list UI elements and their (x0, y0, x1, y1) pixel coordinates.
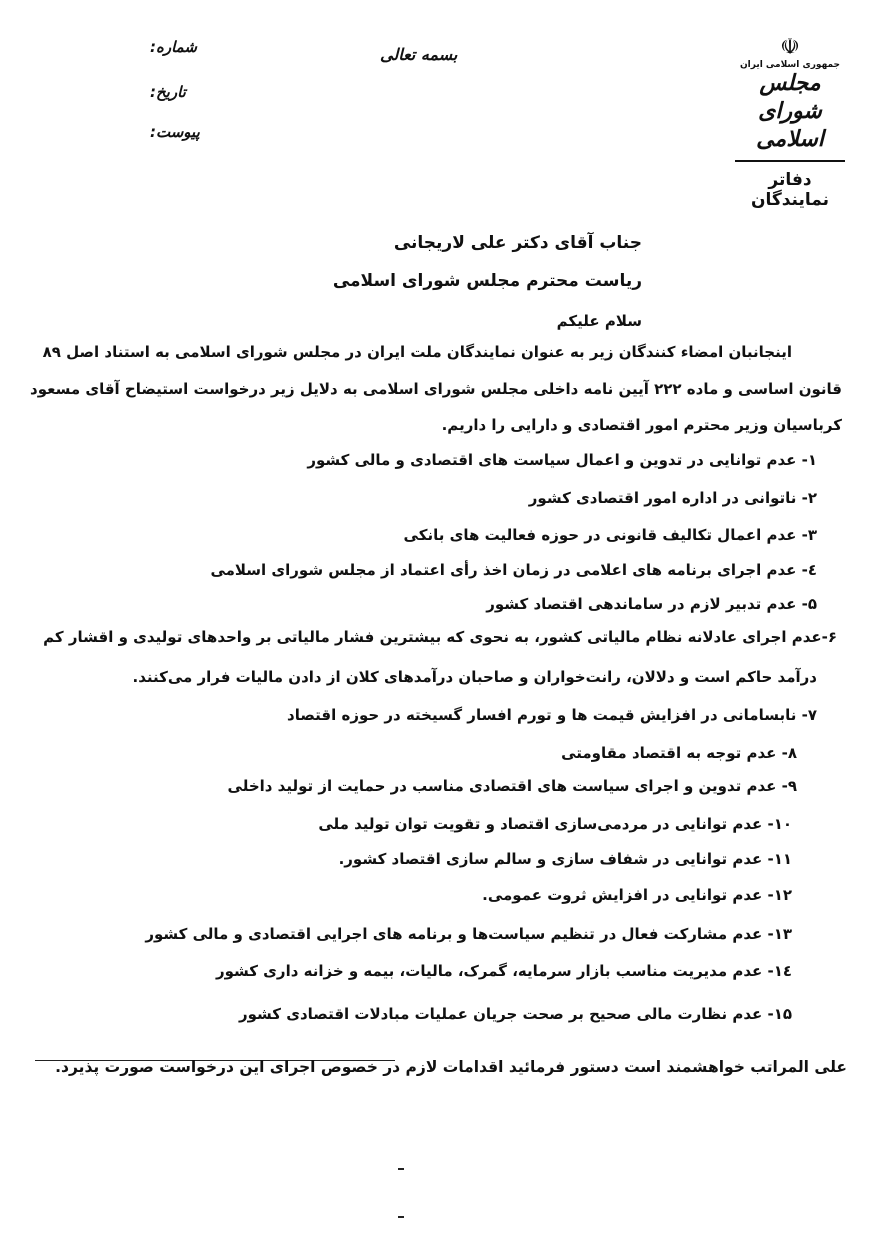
greeting: سلام علیکم (556, 312, 642, 330)
list-item: ۱۳- عدم مشارکت فعال در تنظیم سیاست‌ها و برنامه های اجرایی اقتصادی و مالی کشور (145, 925, 792, 943)
number-label: شماره: (150, 38, 197, 56)
mark (398, 1168, 404, 1170)
list-item: ۱۲- عدم توانایی در افزایش ثروت عمومی. (482, 886, 792, 904)
letterhead-logo (735, 35, 845, 210)
list-item: ۸- عدم توجه به اقتصاد مقاومتی (561, 744, 797, 762)
basmala: بسمه تعالی (380, 45, 458, 64)
intro-line: اینجانبان امضاء کنندگان زیر به عنوان نمایندگان ملت ایران در مجلس شورای اسلامی به استناد اصل ۸۹ (42, 343, 792, 361)
republic-text: جمهوری اسلامی ایران (739, 60, 841, 70)
list-item: ۱۰- عدم توانایی در مردمی‌سازی اقتصاد و تقویت توان تولید ملی (318, 815, 792, 833)
date-label: تاریخ: (150, 83, 186, 101)
list-item-continuation: درآمد حاکم است و دلالان، رانت‌خواران و صاحبان درآمدهای کلان از دادن مالیات فرار می‌کنند. (132, 668, 817, 686)
parliament-name: مجلس شورای اسلامی (735, 70, 845, 162)
list-item: ۱۵- عدم نظارت مالی صحیح بر صحت جریان عملیات مبادلات اقتصادی کشور (238, 1005, 792, 1023)
closing-line: علی المراتب خواهشمند است دستور فرمائید اقدامات لازم در خصوص اجرای این درخواست صورت پذیرد. (55, 1058, 847, 1076)
list-item: ۹- عدم تدوین و اجرای سیاست های اقتصادی مناسب در حمایت از تولید داخلی (227, 777, 797, 795)
mark (398, 1216, 404, 1218)
intro-line: کرباسیان وزیر محترم امور اقتصادی و دارایی را داریم. (441, 416, 842, 434)
intro-line: قانون اساسی و ماده ۲۲۲ آیین نامه داخلی مجلس شورای اسلامی به دلایل زیر درخواست استیضاح آقای مسعود (30, 380, 842, 398)
list-item: ۷- نابسامانی در افزایش قیمت ها و تورم افسار گسیخته در حوزه اقتصاد (287, 706, 817, 724)
office-name: دفاتر نمایندگان (750, 170, 830, 210)
list-item: ۵- عدم تدبیر لازم در ساماندهی اقتصاد کشور (486, 595, 817, 613)
list-item: ۳- عدم اعمال تکالیف قانونی در حوزه فعالیت های بانکی (403, 526, 817, 544)
list-item: ۱۱- عدم توانایی در شفاف سازی و سالم سازی اقتصاد کشور. (338, 850, 792, 868)
list-item: ۲- ناتوانی در اداره امور اقتصادی کشور (528, 489, 817, 507)
attachment-label: پیوست: (150, 123, 200, 141)
addressee-name: جناب آقای دکتر علی لاریجانی (393, 233, 642, 253)
iran-emblem-icon: ☫ (780, 35, 800, 60)
addressee-title: ریاست محترم مجلس شورای اسلامی (332, 271, 642, 291)
list-item: ۱٤- عدم مدیریت مناسب بازار سرمایه، گمرک، مالیات، بیمه و خزانه داری کشور (215, 962, 792, 980)
list-item: ۱- عدم توانایی در تدوین و اعمال سیاست های اقتصادی و مالی کشور (307, 451, 817, 469)
list-item: ٤- عدم اجرای برنامه های اعلامی در زمان اخذ رأی اعتماد از مجلس شورای اسلامی (210, 561, 817, 579)
list-item: ۶-عدم اجرای عادلانه نظام مالیاتی کشور، به نحوی که بیشترین فشار مالیاتی بر واحدهای تولیدی و اقشار کم (43, 628, 837, 646)
